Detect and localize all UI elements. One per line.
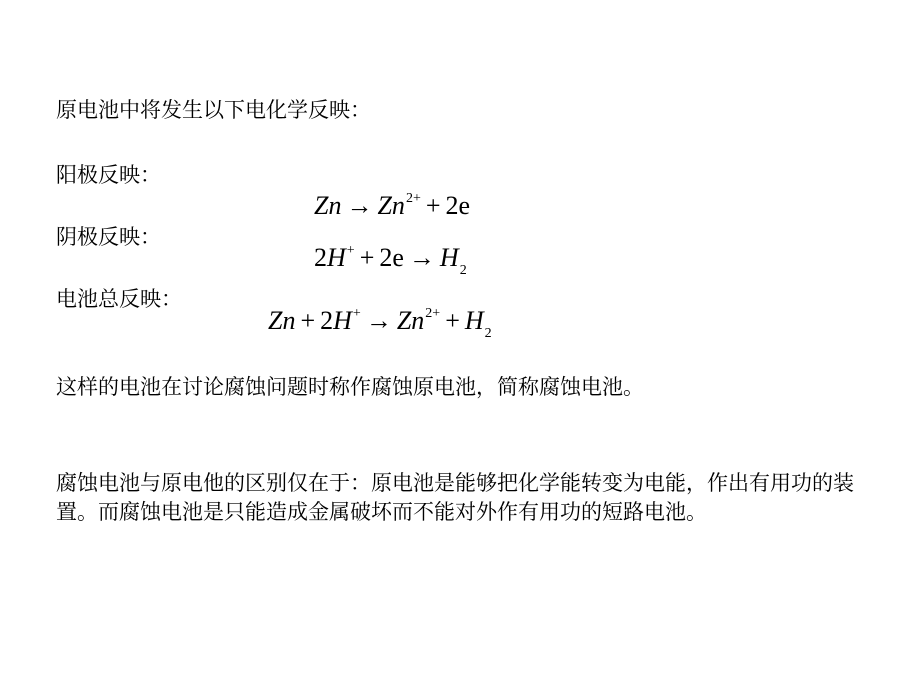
anode-equation — [314, 191, 470, 221]
plus-symbol: + — [300, 306, 316, 335]
hydrogen-ion: H — [333, 306, 352, 335]
charge-superscript: + — [352, 306, 361, 321]
subscript: 2 — [459, 263, 467, 278]
charge-superscript: + — [346, 243, 355, 258]
hydrogen-coefficient: 2 — [314, 243, 327, 272]
cathode-equation — [314, 243, 467, 278]
charge-superscript: 2+ — [425, 306, 441, 321]
total-equation — [268, 306, 492, 341]
hydrogen-molecule: H — [439, 243, 459, 272]
hydrogen-ion: H — [327, 243, 346, 272]
electron-term: 2e — [379, 243, 404, 272]
arrow-symbol: → — [408, 243, 435, 272]
hydrogen-coefficient: 2 — [320, 306, 334, 335]
plus-symbol: + — [359, 243, 375, 272]
anode-product: Zn — [377, 191, 405, 220]
cathode-label: 阴极反映： — [56, 225, 161, 249]
plus-symbol: + — [425, 191, 441, 220]
total-label: 电池总反映： — [56, 287, 182, 311]
arrow-symbol: → — [346, 191, 373, 220]
zinc-ion: Zn — [396, 306, 425, 335]
zinc-reactant: Zn — [268, 306, 296, 335]
plus-symbol: + — [445, 306, 460, 335]
anode-label: 阳极反映： — [56, 163, 161, 187]
arrow-symbol: → — [365, 306, 392, 335]
intro-text: 原电池中将发生以下电化学反映： — [56, 98, 371, 122]
difference-paragraph: 腐蚀电池与原电他的区别仅在于：原电池是能够把化学能转变为电能，作出有用功的装置。而腐蚀电池是只能造成金属破坏而不能对外作有用功的短路电池。 — [56, 471, 854, 524]
electron-coefficient: 2e — [445, 191, 471, 220]
charge-superscript: 2+ — [405, 191, 421, 206]
subscript: 2 — [484, 326, 492, 341]
anode-reactant: Zn — [314, 191, 342, 220]
summary-text: 这样的电池在讨论腐蚀问题时称作腐蚀原电池，简称腐蚀电池。 — [56, 375, 644, 399]
hydrogen-molecule: H — [464, 306, 484, 335]
